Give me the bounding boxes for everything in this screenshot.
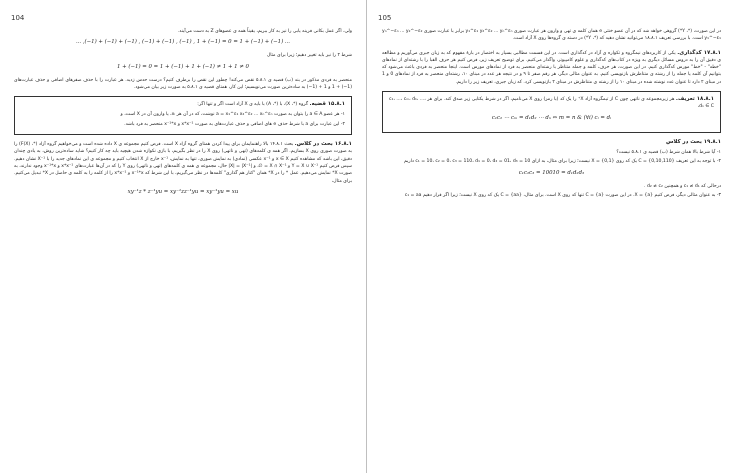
list-item: ۲- با توجه به این تعریف C = {0,10,110} یک کد روی X = {0,1} نیست؛ زیرا برای مثال، به ازای c₁ = 10، c₂ = 0، c₃ = 110، d₁ = 0، d₂ = 01، d₃ = 10 داریم xyxy=(404,159,721,165)
section-body: یکی از کاربردهای نیمگروه و تکواره ی آزاد در کدگذاری است. در این قسمت مطالبی بسیار به اختصار در بارهٔ مفهوم کد به زبان جبری می‌آوریم و مطالعه ی دقیق آن را به دروس مسائل دیگری به ویژه در کتاب‌های کدگذاری و علوم کامپیوتر، واگذار می‌کنیم. برای توضیح تعریف زیر، فرض کنیم هر حرف الفبا را با رشته‌ای از نمادهای "خطه" - "خط" مورس کدگذاری کنیم. در این صورت، هر حرف، کلمه و جمله متناظر با رشته‌ای منحصر به فرد از نمادهای مورس است. اینجا منحصر به فردی باعث می‌شود که بتوانیم آن کلمه یا جمله را از رشته ی متناظرش بازنویسی کنیم. به عنوان مثالی دیگر، هر رقم صفر تا ۹ و در نتیجه هر عدد در مبنای ۱۰، رشته‌ای منحصر به فرد از نمادهای 0 و 1 در مبنای ۲ دارد تا عنوان عدد نوشته شده در مبنای ۱۰ را از رشته ی متناظرش در مبنای ۲ بازنویسی کرد. که زبان جبری، تعریف زیر را داریم. xyxy=(382,50,721,85)
list-item: ۳- به عنوان مثالی دیگر، فرض کنیم X = {a}. در این صورت C = {a} تنها کد روی X است. برای مثال، C = {aa} یک کد روی X نیست؛ زیرا اگر قرار دهیم c₁ = aa xyxy=(404,192,721,198)
left-page xyxy=(0,0,367,473)
paragraph: در این صورت، (*، Y*) گروهی خواهد شد که در آن عضو خنثی e همان کلمه ی تهی و وارون هر عبارت صوری y₁^ε₁ y₂^ε₂ ... yₙ^εₙ برابر با عبارت صوری yₙ^−εₙ ... y₂^−ε₂ y₁^−ε₁ است. با بررسی تعریف ۱۸.۸.۱ می‌توانید نشان دهید که (*، Y*) در دسته ی گروه‌ها روی X آزاد است. xyxy=(382,29,721,42)
equation: c₁c₂ ⋯ cₘ = d₁d₂ ⋯ dₙ ⇔ m = n & (∀i) cᵢ = dᵢ xyxy=(491,114,612,121)
page-content xyxy=(382,28,721,201)
theorem-box xyxy=(14,96,352,135)
definition-title: ۱۸.۸.۱ تعریف. xyxy=(675,96,714,103)
list-item: ۱- آیا شرط بالا همان شرط (ب) قضیه ی ۵.۸.۱ نیست؟ xyxy=(616,149,721,155)
list-item: درحالی که c₁ ≠ d₁ و همچنین d₂ ≠ c₂ . xyxy=(644,183,721,189)
equation: c₁c₂c₃ = 10010 = d₁d₂d₃ xyxy=(518,169,585,176)
equation: 1 + (−1) = 0 = 1 + (−1) + 1 + (−1) ≠ 1 + 1 ≠ 0 xyxy=(117,63,249,70)
equation: ... ,(−1) + (−1) + (−1) , (−1) + (−1) , (−1) , 1 + (−1) = 0 = 1 + (−1) + (−1) ... xyxy=(75,39,291,46)
paragraph: شرط ۲ را نیز باید تغییر دهیم؛ زیرا برای مثال xyxy=(266,53,352,59)
theorem-title: ۱۵.۸.۱ قضیه. xyxy=(309,101,345,108)
section-title: ۱۹.۸.۱ بحث در کلاس xyxy=(665,138,721,145)
page-number: 105 xyxy=(378,14,392,22)
intro-paragraph: ولی، اگر عمل بکانی فرینه یابی را نیز به کار ببریم، یقیناً همه ی عضوهای Z به دست می‌آیند. xyxy=(177,29,352,34)
section-body: بحث ۱۴.۸.۱ بالا راهنمایمان برای پیدا کردن همتای گروه آزاد X است. فرض کنیم مجموعه ی X داده شده است و می‌خواهیم گروه آزاد (*، F(X)) را به صورت صوری روی X بسازیم. اگر همه ی کلمه‌های (تهی و ناتهی) روی X را در نظر بگیریم، با بازی نکوازه شدن هیچیه باید چه کار کنیم؟ شاید ساده‌ترین روش، به یادی چندان دقیق، این باشد که مشاهده کنیم x ∈ X و x⁻¹ عکسی (نمادی) به نمایش صوری، تنها به نمایش، x⁻¹ خارج از X انتخاب کنیم و مجموعه ی این نمادهای جدید را با X⁻¹ نشان دهیم. سپس فرض کنیم Y = X ∪ X⁻¹ و X ∩ X⁻¹ = ∅، و |X| = |X⁻¹| حال، مجموعه ی همه ی کلمه‌های (تهی و ناتهی) روی Y را که در آن‌ها عبارت‌های x*x⁻¹ و x⁻¹*x وجود ندارند، به صورت X* نمایش می‌دهیم. عمل * را در X* همان "کنار هم گذاری" کلمه‌ها در نظر می‌گیریم، با این شرط که x⁻¹*x و x*x⁻¹ را از کلمه را به کلمه ی حاصل در X* تبدیل می‌کنیم. برای مثال، xyxy=(14,142,353,184)
right-page xyxy=(368,0,735,473)
equation: xy⁻¹z * z⁻¹yu = xy⁻¹zz⁻¹yu = xy⁻¹yu = xu xyxy=(127,188,239,195)
definition-body: هر زیرمجموعه ی ناتهی چون C از تیمگروه آزاد X⁺ را یک کد (یا رمز) روی X می‌نامیم، اگر در شرط یکتایی زیر صدق کند. برای هر c₁، ...، cₘ، d₁، ...، dₙ ∈ C، xyxy=(389,97,714,110)
theorem-list xyxy=(21,111,345,128)
definition-box xyxy=(382,91,721,133)
discussion-list xyxy=(382,149,721,199)
page-content xyxy=(14,28,352,202)
page-number: 104 xyxy=(11,14,25,22)
list-item: ۱- هر عضو a ∈ A را بتوان به صورت a = x₁^ε₁ x₂^ε₂ ... xₙ^εₙ نوشت، که در آن هر xᵢ، یا وارون آن در X است، و xyxy=(120,112,345,118)
section-title: ۱۶.۸.۱ بحث در کلاس. xyxy=(294,141,352,148)
theorem-intro: گروه (*، X)، با (*، A) با بایه ی X آزاد است اگر و تنها اگر: xyxy=(197,102,309,108)
list-item: ۲- این عبارت برای a با شرط حذف e های اضافی و حذف عبارت‌های به صورت x*x⁻¹ و x⁻¹*x منحصر به فرد باشد. xyxy=(124,121,345,127)
section-title: ۱۷.۸.۱ کدگذاری. xyxy=(677,49,721,56)
paragraph: منحصر به فردی مذکور در بند (ب) قضیه ی ۵.۸.۱ نقض می‌کند! چطور این نقص را برطرف کنیم؟ درست حدس زدید. هر عبارت را با حذف صفرهای اضافی و حذف عبارت‌های (1−) + 1 و 1 + (1−) به ساده‌ترین صورت می‌نویسیم؛ این کار، همتای قضیه ی ۵.۸.۱ به صورت زیر بیان می‌شود. xyxy=(14,77,352,90)
